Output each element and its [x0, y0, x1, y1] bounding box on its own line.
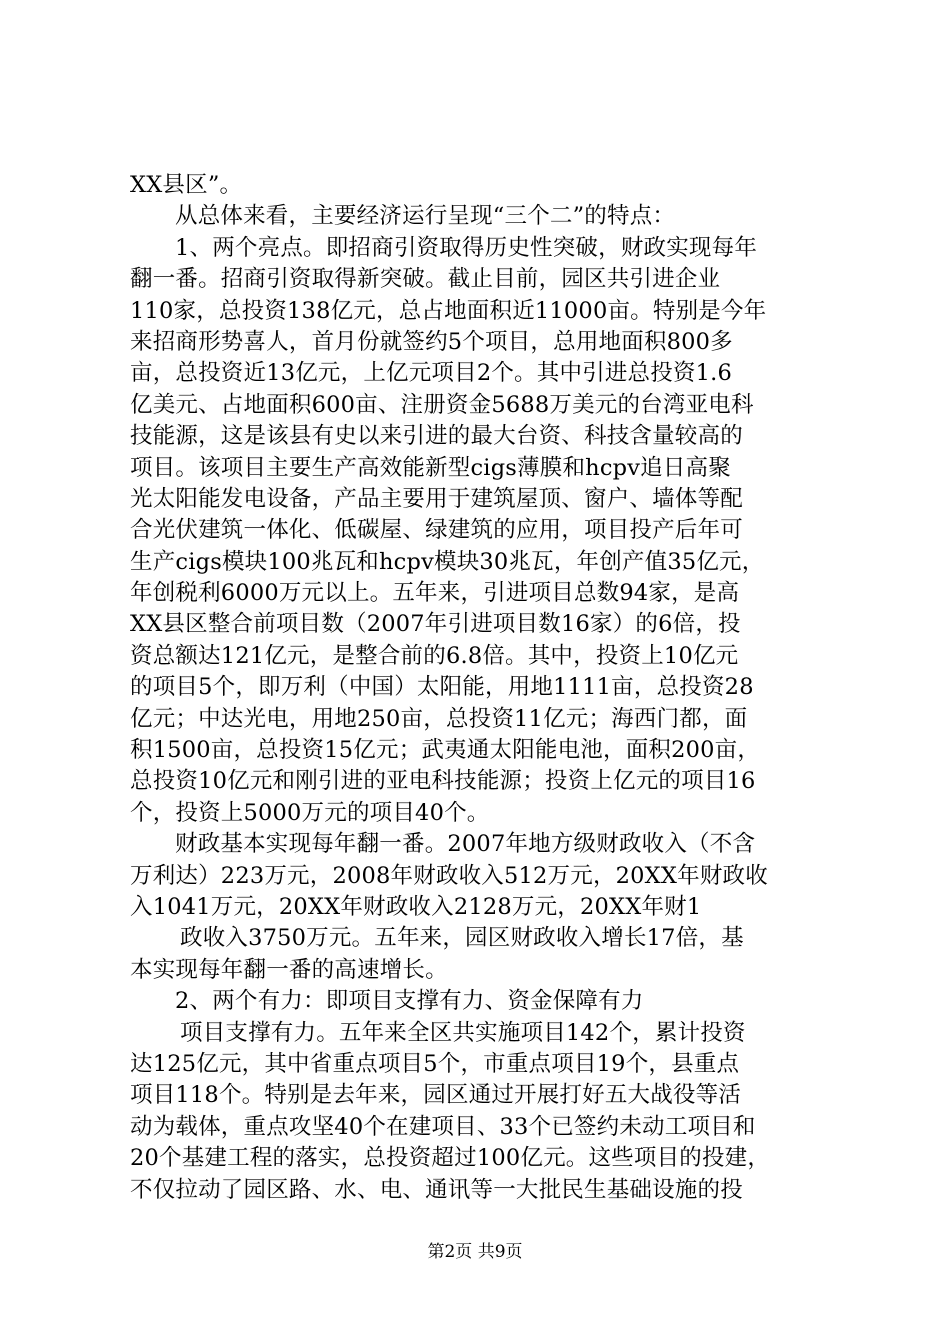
text-line: 20个基建工程的落实，总投资超过100亿元。这些项目的投建，	[130, 1145, 771, 1172]
text-line: 来招商形势喜人，首月份就签约5个项目，总用地面积800多	[130, 328, 733, 355]
text-line: 亩，总投资近13亿元，上亿元项目2个。其中引进总投资1.6	[130, 360, 733, 387]
text-line: 1、两个亮点。即招商引资取得历史性突破，财政实现每年	[175, 234, 758, 261]
text-line: 年创税利6000万元以上。五年来，引进项目总数94家，是高	[130, 580, 740, 607]
text-line: 光太阳能发电设备，产品主要用于建筑屋顶、窗户、墙体等配	[130, 485, 743, 512]
text-line: 政收入3750万元。五年来，园区财政收入增长17倍，基	[180, 925, 744, 952]
text-line: 合光伏建筑一体化、低碳屋、绿建筑的应用，项目投产后年可	[130, 517, 743, 544]
text-line: 技能源，这是该县有史以来引进的最大台资、科技含量较高的	[130, 423, 743, 450]
text-line: XX县区整合前项目数（2007年引进项目数16家）的6倍，投	[130, 611, 741, 638]
text-line: 入1041万元，20XX年财政收入2128万元，20XX年财1	[130, 893, 702, 920]
text-line: 财政基本实现每年翻一番。2007年地方级财政收入（不含	[175, 831, 756, 858]
text-line: 动为载体，重点攻坚40个在建项目、33个已签约未动工项目和	[130, 1113, 756, 1140]
text-line: 本实现每年翻一番的高速增长。	[130, 956, 448, 983]
text-line: 积1500亩，总投资15亿元；武夷通太阳能电池，面积200亩，	[130, 737, 761, 764]
text-line: 总投资10亿元和刚引进的亚电科技能源；投资上亿元的项目16	[130, 768, 756, 795]
text-line: 110家，总投资138亿元，总占地面积近11000亩。特别是今年	[130, 297, 767, 324]
page-number-footer: 第2页 共9页	[427, 1242, 523, 1262]
text-line: 生产cigs模块100兆瓦和hcpv模块30兆瓦，年创产值35亿元，	[130, 548, 765, 575]
text-line: 亿美元、占地面积600亩、注册资金5688万美元的台湾亚电科	[130, 391, 754, 418]
text-line: 项目。该项目主要生产高效能新型cigs薄膜和hcpv追日高聚	[130, 454, 731, 481]
text-line: 个，投资上5000万元的项目40个。	[130, 799, 490, 826]
text-line: 项目支撑有力。五年来全区共实施项目142个，累计投资	[180, 1019, 746, 1046]
text-line: 资总额达121亿元，是整合前的6.8倍。其中，投资上10亿元	[130, 642, 739, 669]
text-line: 项目118个。特别是去年来，园区通过开展打好五大战役等活	[130, 1082, 742, 1109]
text-line: 达125亿元，其中省重点项目5个，市重点项目19个，县重点	[130, 1050, 740, 1077]
text-line: 亿元；中达光电，用地250亩，总投资11亿元；海西门都，面	[130, 705, 748, 732]
text-line: 翻一番。招商引资取得新突破。截止目前，园区共引进企业	[130, 266, 721, 293]
text-line: 不仅拉动了园区路、水、电、通讯等一大批民生基础设施的投	[130, 1176, 743, 1203]
text-line: 从总体来看，主要经济运行呈现“三个二”的特点：	[175, 203, 676, 230]
text-line: 2、两个有力：即项目支撑有力、资金保障有力	[175, 988, 644, 1015]
text-line: 的项目5个，即万利（中国）太阳能，用地1111亩，总投资28	[130, 674, 754, 701]
body-text	[130, 170, 830, 1206]
text-line: 万利达）223万元，2008年财政收入512万元，20XX年财政收	[130, 862, 768, 889]
text-line: XX县区”。	[130, 172, 243, 198]
